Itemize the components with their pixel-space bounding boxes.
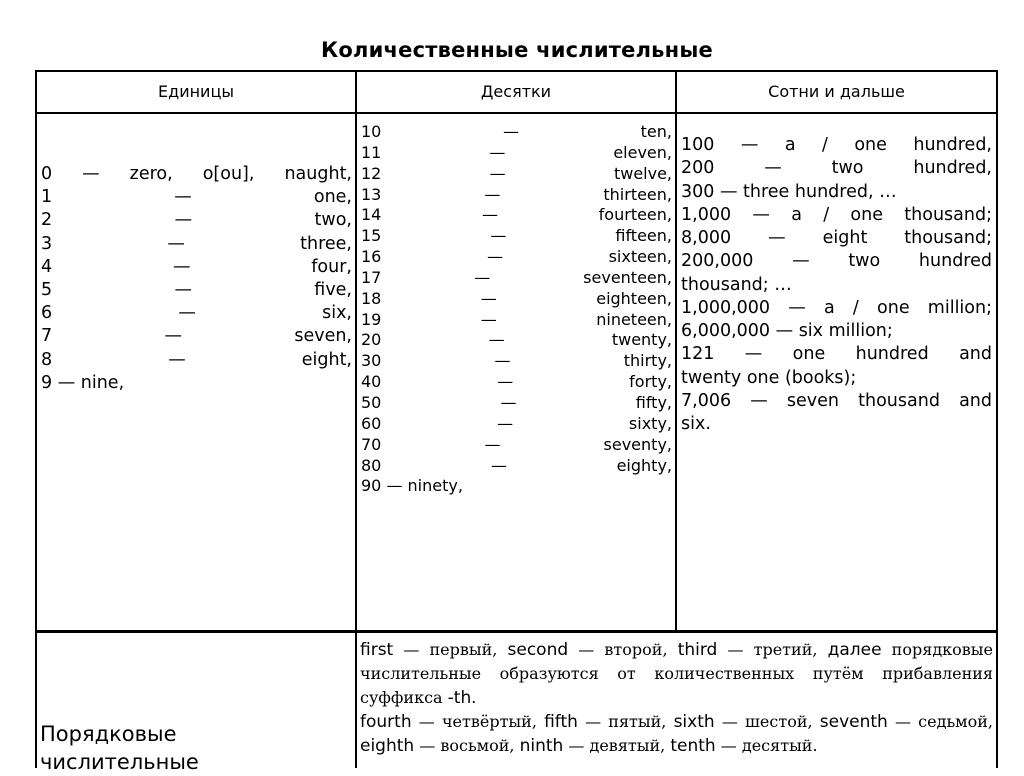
tens-item: 18 — eighteen, [361, 288, 672, 308]
ord-word-dalee: далее [827, 640, 882, 660]
header-hundreds: Сотни и дальше [768, 82, 905, 101]
ord-trans-eighth: — восьмой, [414, 736, 520, 755]
tens-item: 15 — fifteen, [361, 226, 672, 246]
ord-word-second: second [507, 640, 569, 660]
table-border-left [35, 70, 37, 768]
header-tens: Десятки [480, 82, 552, 101]
tens-item: 11 — eleven, [361, 142, 672, 162]
hundreds-line: 121 — one hundred and [681, 344, 992, 365]
hundreds-line: thousand; … [681, 274, 792, 295]
ord-trans-fourth: — четвёртый, [411, 712, 545, 731]
units-item: 8 — eight, [41, 349, 352, 370]
tens-item: 60 — sixty, [361, 413, 672, 433]
hundreds-line: 1,000,000 — a / one million; [681, 297, 992, 318]
ord-trans-first: — первый, [393, 640, 508, 659]
tens-list [361, 122, 672, 497]
ord-suffix: -th [447, 688, 472, 708]
hundreds-line: 6,000,000 — six million; [681, 321, 893, 341]
ord-word-third: third [677, 640, 718, 660]
tens-item: 90 — ninety, [361, 476, 463, 496]
section-divider [35, 630, 998, 633]
tens-item: 16 — sixteen, [361, 247, 672, 267]
hundreds-line: 200 — two hundred, [681, 158, 992, 179]
hundreds-line: 1,000 — a / one thousand; [681, 204, 992, 225]
header-divider [35, 112, 998, 114]
ord-word-fourth: fourth [360, 712, 412, 732]
units-item: 2 — two, [41, 210, 352, 231]
ord-word-seventh: seventh [819, 712, 888, 732]
ord-word-sixth: sixth [673, 712, 715, 732]
ord-trans-fifth: — пятый, [577, 712, 674, 731]
units-list [41, 163, 352, 395]
ord-word-tenth: tenth [670, 736, 716, 756]
ord-word-fifth: fifth [544, 712, 578, 732]
tens-item: 13 — thirteen, [361, 184, 672, 204]
tens-item: 19 — nineteen, [361, 309, 672, 329]
ord-trans-second: — второй, [568, 640, 678, 659]
units-item: 7 — seven, [41, 326, 352, 347]
ord-trans-tenth: — десятый. [715, 736, 818, 755]
units-item: 5 — five, [41, 280, 352, 301]
ord-trans-sixth: — шестой, [714, 712, 820, 731]
hundreds-line: six. [681, 414, 711, 434]
ord-trans-seventh: — седьмой, [887, 712, 993, 731]
ordinals-text [360, 638, 993, 758]
units-item: 6 — six, [41, 303, 352, 324]
tens-item: 20 — twenty, [361, 330, 672, 350]
units-item: 3 — three, [41, 233, 352, 254]
units-item: 9 — nine, [41, 372, 125, 393]
table-border-right [996, 70, 998, 768]
header-units: Единицы [158, 82, 234, 101]
ordinals-label: Порядковые числительные [40, 722, 199, 774]
ord-rule-text: порядковые числительные образуются от количественных путём прибавления суффикса [360, 640, 994, 707]
page-title: Количественные числительные [321, 38, 713, 62]
units-item: 0 — zero, o[ou], naught, [41, 164, 352, 184]
hundreds-line: 100 — a / one hundred, [681, 135, 992, 155]
tens-item: 70 — seventy, [361, 434, 672, 454]
tens-item: 50 — fifty, [361, 392, 672, 412]
ord-trans-ninth: — девятый, [563, 736, 671, 755]
hundreds-line: twenty one (books); [681, 367, 857, 388]
tens-item: 10 — ten, [361, 122, 672, 141]
ord-trans-third: — третий, [717, 640, 828, 659]
hundreds-line: 300 — three hundred, … [681, 181, 897, 202]
tens-item: 17 — seventeen, [361, 267, 672, 287]
tens-item: 30 — thirty, [361, 351, 672, 371]
hundreds-list [681, 134, 992, 436]
table-border-top [35, 70, 998, 72]
tens-item: 14 — fourteen, [361, 205, 672, 225]
ord-word-first: first [360, 640, 394, 660]
hundreds-line: 200,000 — two hundred [681, 251, 992, 272]
column-divider-1 [355, 70, 357, 768]
tens-item: 12 — twelve, [361, 163, 672, 183]
units-item: 4 — four, [41, 256, 352, 277]
ord-word-eighth: eighth [360, 736, 415, 756]
ord-word-ninth: ninth [519, 736, 564, 756]
ord-rule-end: . [471, 688, 477, 707]
tens-item: 40 — forty, [361, 372, 672, 392]
column-divider-2 [675, 70, 677, 632]
hundreds-line: 8,000 — eight thousand; [681, 228, 992, 248]
hundreds-line: 7,006 — seven thousand and [681, 390, 992, 411]
units-item: 1 — one, [41, 187, 352, 208]
tens-item: 80 — eighty, [361, 455, 672, 475]
